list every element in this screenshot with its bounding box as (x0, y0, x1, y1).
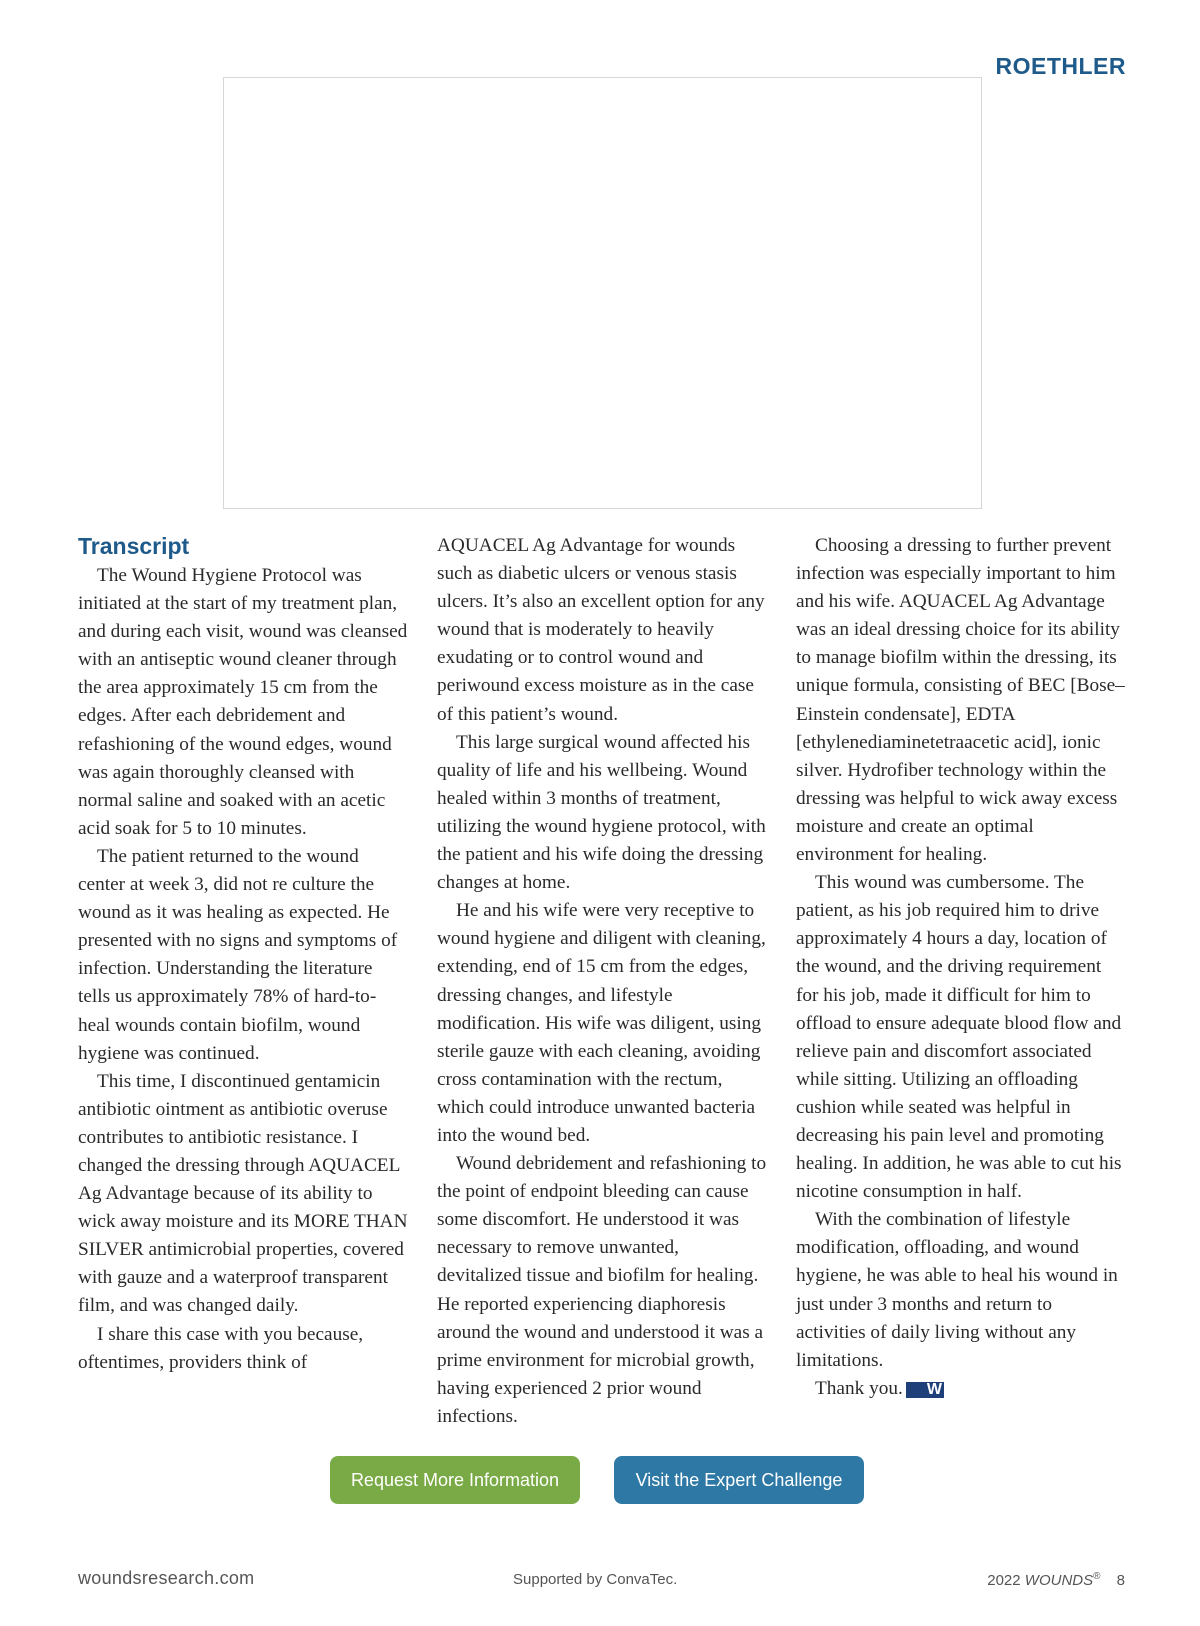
paragraph: AQUACEL Ag Advantage for wounds such as diabetic ulcers or venous stasis ulcers. It’s also an excellent option for any wound that is moderately to heavily exudating or to control wound and periwound excess moisture as in the case of this patient’s wound. (437, 535, 765, 725)
registered-mark: ® (1093, 1571, 1101, 1582)
transcript-column-3 (796, 532, 1126, 1403)
footer-site-link[interactable]: woundsresearch.com (78, 1568, 255, 1588)
paragraph: Choosing a dressing to further prevent infection was especially important to him and his wife. AQUACEL Ag Advantage was an ideal dressing choice for its ability to manage biofilm within the dressing, its unique formula, consisting of BEC [Bose–Einstein condensate], EDTA [ethylenediaminetetraacetic acid], ionic silver. Hydrofiber technology within the dressing was helpful to wick away excess moisture and create an optimal environment for healing. (796, 535, 1125, 866)
page-number: 8 (1116, 1572, 1125, 1589)
paragraph: This wound was cumbersome. The patient, as his job required him to drive approximately 4 hours a day, location of the wound, and the driving requirement for his job, made it difficult for him to offload to ensure adequate blood flow and relieve pain and discomfort associated while sitting. Utilizing an offloading cushion while seated was helpful in decreasing his pain level and promoting healing. In addition, he was able to cut his nicotine consumption in half. (796, 872, 1122, 1203)
footer-support-note: Supported by ConvaTec. (513, 1571, 678, 1588)
visit-expert-challenge-button[interactable]: Visit the Expert Challenge (614, 1456, 864, 1504)
transcript-heading: Transcript (78, 533, 190, 559)
running-header-author: ROETHLER (995, 53, 1126, 79)
wounds-end-mark-icon: W (906, 1382, 944, 1398)
closing-text: Thank you. (815, 1377, 903, 1399)
paragraph: This large surgical wound affected his quality of life and his wellbeing. Wound healed within 3 months of treatment, utilizing the wound hygiene protocol, with the patient and his wife doing the dressing changes at home. (437, 731, 766, 894)
paragraph: Wound debridement and refashioning to the point of endpoint bleeding can cause some discomfort. He understood it was necessary to remove unwanted, devitalized tissue and biofilm for healing. He reported experiencing diaphoresis around the wound and understood it was a prime environment for microbial growth, having experienced 2 prior wound infections. (437, 1153, 767, 1427)
transcript-column-2 (437, 532, 767, 1431)
footer-journal-name: WOUNDS (1024, 1572, 1094, 1589)
paragraph: This time, I discontinued gentamicin antibiotic ointment as antibiotic overuse contributes to antibiotic resistance. I changed the dressing through AQUACEL Ag Advantage because of its ability to wick away moisture and its MORE THAN SILVER antimicrobial properties, covered with gauze and a waterproof transparent film, and was changed daily. (78, 1070, 408, 1317)
paragraph: The patient returned to the wound center at week 3, did not re culture the wound as it was healing as expected. He presented with no signs and symptoms of infection. Understanding the literature tells us approximately 78% of hard-to-heal wounds contain biofilm, wound hygiene was continued. (78, 845, 398, 1064)
footer-journal-info (987, 1571, 1125, 1589)
paragraph: The Wound Hygiene Protocol was initiated at the start of my treatment plan, and during each visit, wound was cleansed with an antiseptic wound cleaner through the area approximately 15 cm from the edges. After each debridement and refashioning of the wound edges, wound was again thoroughly cleansed with normal saline and soaked with an acetic acid soak for 5 to 10 minutes. (78, 565, 408, 839)
request-more-information-button[interactable]: Request More Information (330, 1456, 580, 1504)
closing-paragraph (796, 1375, 1126, 1403)
footer-year: 2022 (987, 1572, 1021, 1589)
paragraph: I share this case with you because, oftentimes, providers think of (78, 1323, 364, 1373)
video-placeholder[interactable] (223, 77, 982, 509)
paragraph: With the combination of lifestyle modification, offloading, and wound hygiene, he was able to heal his wound in just under 3 months and return to activities of daily living without any limitations. (796, 1209, 1118, 1371)
paragraph: He and his wife were very receptive to wound hygiene and diligent with cleaning, extending, end of 15 cm from the edges, dressing changes, and lifestyle modification. His wife was diligent, using sterile gauze with each cleaning, avoiding cross contamination with the rectum, which could introduce unwanted bacteria into the wound bed. (437, 900, 766, 1146)
transcript-column-1 (78, 532, 408, 1377)
